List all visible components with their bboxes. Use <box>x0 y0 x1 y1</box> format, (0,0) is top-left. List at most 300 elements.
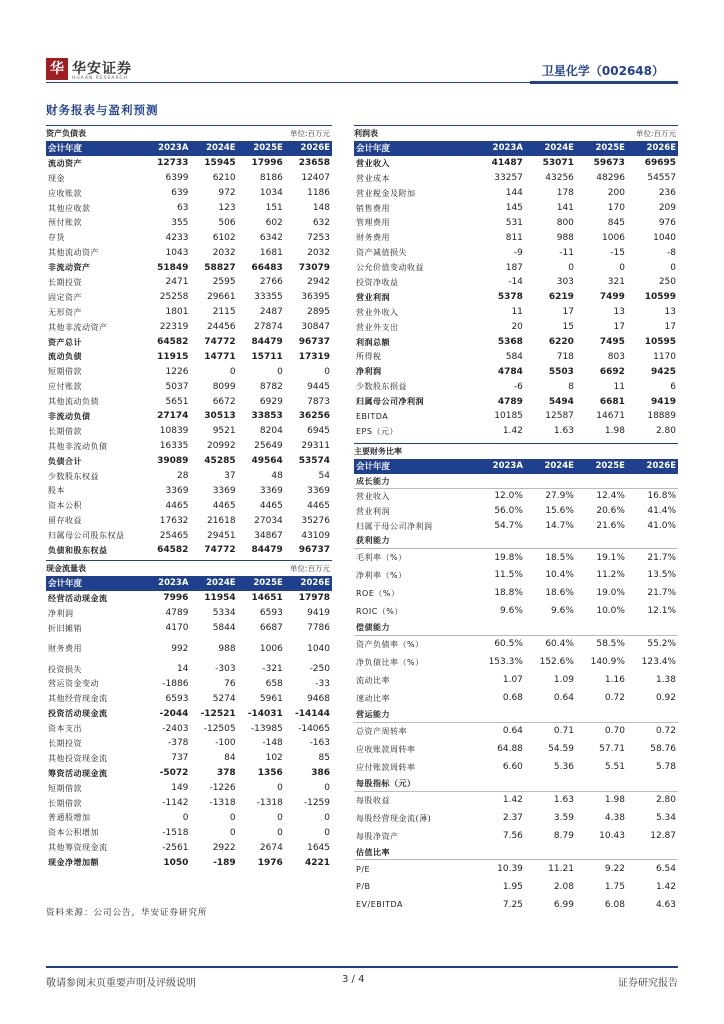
table-row <box>46 591 332 606</box>
row-value: 12.1% <box>647 606 676 617</box>
row-value: 14771 <box>204 351 236 362</box>
header-cell: 会计年度 <box>46 576 143 591</box>
row-label: 股本 <box>48 486 65 496</box>
row-value: 4784 <box>497 366 523 377</box>
row-value: 21.7% <box>647 588 676 599</box>
row-value <box>576 776 627 791</box>
row-value: 15 <box>562 322 574 333</box>
row-value: 58.76 <box>650 744 676 755</box>
table-unit: 单位:百万元 <box>289 129 330 138</box>
row-label: 总资产周转率 <box>356 726 407 736</box>
row-label: 归属母公司股东权益 <box>48 531 125 541</box>
header-accent-bar <box>530 81 678 84</box>
row-label: 应付账款周转率 <box>356 762 416 772</box>
row-value: 800 <box>556 217 574 228</box>
row-value: 2922 <box>212 842 236 853</box>
row-value: 2.37 <box>502 813 523 824</box>
row-value: 6399 <box>165 173 189 184</box>
table-row <box>46 335 332 350</box>
table-row <box>354 827 678 845</box>
row-label: 负债合计 <box>48 456 82 466</box>
row-value <box>627 776 678 791</box>
row-value: -1226 <box>209 783 236 794</box>
row-value: 5274 <box>212 693 236 704</box>
row-value: 7495 <box>599 337 625 348</box>
table-row <box>354 275 678 290</box>
table-row <box>46 230 332 245</box>
row-label: 负债和股东权益 <box>48 545 108 555</box>
row-value: 54557 <box>647 173 676 184</box>
row-value: 30513 <box>204 411 236 422</box>
row-value: 17 <box>664 322 676 333</box>
row-value: 972 <box>218 188 236 199</box>
row-value: 84 <box>224 753 236 764</box>
row-value: 6 <box>670 381 676 392</box>
row-label: 利润总额 <box>356 337 390 347</box>
row-value: -100 <box>215 738 236 749</box>
section-title: 财务报表与盈利预测 <box>46 103 159 117</box>
row-label: 速动比率 <box>356 693 390 703</box>
table-row <box>46 379 332 394</box>
row-value: 3369 <box>259 485 283 496</box>
row-value <box>525 845 576 860</box>
row-value: 45285 <box>204 456 236 467</box>
table-row <box>46 796 332 811</box>
row-value: 10.43 <box>599 831 625 842</box>
row-value: 96737 <box>298 545 330 556</box>
row-value: 1801 <box>165 307 189 318</box>
logo-icon: 华 <box>46 58 68 80</box>
row-value: 1.63 <box>553 426 574 437</box>
row-value: 1170 <box>653 351 676 362</box>
row-label: 应付账款 <box>48 382 82 392</box>
row-value: 2115 <box>212 307 236 318</box>
row-label: 销售费用 <box>356 203 390 213</box>
row-value: 11954 <box>204 593 236 604</box>
row-label: 每股指标（元） <box>354 776 474 791</box>
row-value: 378 <box>216 768 236 779</box>
row-value: 6.54 <box>655 864 676 875</box>
data-table <box>46 141 332 558</box>
row-value: 53574 <box>298 456 330 467</box>
row-value: 170 <box>607 203 625 213</box>
table-row <box>354 245 678 260</box>
row-value: 6342 <box>259 232 283 243</box>
row-value: -14031 <box>247 708 283 719</box>
row-value <box>525 707 576 722</box>
row-value: 27.9% <box>545 491 574 502</box>
data-table <box>46 576 332 870</box>
table-title: 现金流量表 <box>46 564 86 573</box>
row-value: 2032 <box>212 247 236 258</box>
row-value: 24456 <box>206 322 236 333</box>
row-value: 992 <box>171 643 189 654</box>
row-value: 386 <box>311 768 330 779</box>
table-unit: 单位:百万元 <box>289 564 330 573</box>
row-value: 811 <box>505 232 523 243</box>
page-number: 3 / 4 <box>342 974 365 985</box>
row-value: 10.4% <box>545 570 574 581</box>
row-value: 718 <box>556 351 574 362</box>
row-value: 18889 <box>647 411 676 422</box>
row-label: 长期投资 <box>48 738 82 748</box>
table-row <box>46 364 332 379</box>
row-value: 34867 <box>254 530 283 541</box>
row-label: P/B <box>356 882 371 892</box>
row-value: 21.6% <box>596 521 625 531</box>
row-value: 10.0% <box>596 606 625 617</box>
header-cell: 2024E <box>525 459 576 474</box>
row-value: 6687 <box>259 623 283 634</box>
row-value: 60.5% <box>494 639 523 650</box>
table-row <box>46 156 332 171</box>
header-cell: 2024E <box>190 576 237 591</box>
financial-ratios-table <box>354 443 678 914</box>
row-label: 每股净资产 <box>356 831 399 841</box>
table-row <box>46 260 332 275</box>
table-row <box>354 260 678 275</box>
row-value: 6593 <box>165 693 189 704</box>
row-value: 0 <box>324 783 330 794</box>
row-label: 筹资活动现金流 <box>48 768 108 778</box>
row-value: 976 <box>658 217 676 228</box>
header-cell: 会计年度 <box>354 141 474 156</box>
table-row <box>354 379 678 394</box>
row-label: 其他非流动负债 <box>48 441 108 451</box>
row-value: 209 <box>658 203 676 213</box>
row-value: 55.2% <box>647 639 676 650</box>
row-value: 0 <box>182 812 189 823</box>
row-value: -1142 <box>162 798 189 809</box>
row-value: 18.5% <box>545 552 574 563</box>
row-label: 预付账款 <box>48 218 82 228</box>
row-value: 7786 <box>307 623 330 634</box>
row-value: 7873 <box>307 396 330 407</box>
table-row <box>46 606 332 621</box>
row-value: 66483 <box>251 262 283 273</box>
row-value: 35276 <box>301 515 330 526</box>
row-value: 2674 <box>259 842 283 853</box>
row-value: 658 <box>265 678 283 689</box>
table-row <box>46 320 332 335</box>
row-label: 净利率（%） <box>356 570 407 580</box>
row-value: 149 <box>171 783 189 794</box>
row-value: 37 <box>224 471 236 482</box>
table-row <box>354 364 678 379</box>
table-row <box>46 855 332 870</box>
row-label: 其他筹资现金流 <box>48 843 108 853</box>
row-value: 6681 <box>599 396 625 407</box>
table-row <box>46 721 332 736</box>
document-title: 卫星化学（002648） <box>541 64 664 78</box>
row-label: 流动资产 <box>48 158 82 168</box>
table-row <box>46 840 332 855</box>
row-value: 8782 <box>259 381 283 392</box>
row-value: -5072 <box>159 768 189 779</box>
row-value: -2403 <box>162 723 189 734</box>
header-cell: 2026E <box>627 459 678 474</box>
row-label: 其他流动负债 <box>48 397 99 407</box>
row-value: -14 <box>508 277 523 288</box>
row-label: 投资损失 <box>48 664 82 674</box>
row-value: 64582 <box>157 545 189 556</box>
row-value: 5037 <box>165 381 189 392</box>
row-value: 151 <box>265 203 283 213</box>
row-value: 27034 <box>254 515 283 526</box>
row-label: 长期借款 <box>48 426 82 436</box>
row-label: ROIC（%） <box>356 606 403 616</box>
row-value: 19.0% <box>596 588 625 599</box>
row-value: 632 <box>312 217 330 228</box>
row-value: 39089 <box>157 456 189 467</box>
row-label: 毛利率（%） <box>356 553 407 563</box>
row-label: 营业外支出 <box>356 322 399 332</box>
row-label: 无形资产 <box>48 307 82 317</box>
header-cell: 2024E <box>190 141 237 156</box>
table-row <box>46 215 332 230</box>
row-value: 5368 <box>497 337 523 348</box>
row-value: -1518 <box>162 827 189 838</box>
row-label: 应收账款周转率 <box>356 744 416 754</box>
row-value: 6692 <box>599 366 625 377</box>
row-value: 6.99 <box>553 899 574 910</box>
table-row <box>354 878 678 896</box>
row-value: 33355 <box>254 292 283 303</box>
row-value: 0 <box>324 366 330 377</box>
row-label: 营业外收入 <box>356 307 399 317</box>
row-label: 投资净收益 <box>356 277 399 287</box>
row-value: 19.1% <box>596 552 625 563</box>
logo-name: 华安证券 <box>72 61 132 77</box>
row-value: 11 <box>511 307 523 318</box>
row-value: -12505 <box>203 723 236 734</box>
table-caption <box>354 443 678 459</box>
row-value: 145 <box>505 203 523 213</box>
row-value: 2766 <box>259 277 283 288</box>
row-label: 长期投资 <box>48 277 82 287</box>
row-label: 应收账款 <box>48 188 82 198</box>
table-row <box>354 722 678 740</box>
row-label: 长期借款 <box>48 798 82 808</box>
table-row <box>354 860 678 878</box>
table-row <box>354 791 678 809</box>
table-row <box>354 394 678 409</box>
row-value: 1681 <box>259 247 283 258</box>
row-label: 非流动负债 <box>48 411 91 421</box>
row-value: 73079 <box>298 262 330 273</box>
row-value: 1.09 <box>553 675 574 686</box>
row-value: 102 <box>265 753 283 764</box>
row-value: 96737 <box>298 337 330 348</box>
row-label: 资产减值损失 <box>356 248 407 258</box>
data-table <box>354 459 678 914</box>
row-value: 15711 <box>251 351 283 362</box>
row-value: 148 <box>312 203 330 213</box>
row-value: 1226 <box>165 366 189 377</box>
row-value <box>627 474 678 489</box>
row-value: 0 <box>277 783 283 794</box>
row-value: -12521 <box>200 708 236 719</box>
header-cell: 2026E <box>285 576 332 591</box>
row-value: 60.4% <box>545 639 574 650</box>
row-label: 投资活动现金流 <box>48 709 108 719</box>
header-cell: 2025E <box>576 459 627 474</box>
row-value: -148 <box>262 738 283 749</box>
row-value: 4789 <box>165 608 189 619</box>
row-value: 1.98 <box>604 426 625 437</box>
row-value: 17319 <box>298 351 330 362</box>
row-value: 1976 <box>257 857 283 868</box>
row-value: 76 <box>224 678 236 689</box>
row-value: 1.16 <box>604 675 625 686</box>
row-label: 固定资产 <box>48 292 82 302</box>
row-value: 9419 <box>650 396 676 407</box>
row-value: 12733 <box>157 158 189 169</box>
row-label: 归属于母公司净利润 <box>356 521 433 531</box>
table-caption <box>46 125 332 141</box>
row-value: -163 <box>309 738 330 749</box>
table-header-row <box>46 141 332 156</box>
row-value: 737 <box>171 753 189 764</box>
row-value: 74772 <box>204 545 236 556</box>
row-value: 53071 <box>542 158 574 169</box>
row-value: -15 <box>610 247 625 258</box>
table-row <box>354 689 678 707</box>
row-value: 74772 <box>204 337 236 348</box>
row-value: 3369 <box>165 485 189 496</box>
row-value: 5651 <box>165 396 189 407</box>
row-value: -321 <box>262 664 283 674</box>
table-row <box>354 896 678 914</box>
table-row <box>354 519 678 534</box>
table-row <box>354 707 678 722</box>
row-value: 123.4% <box>641 657 676 668</box>
row-value: 1043 <box>165 247 189 258</box>
row-value: 84479 <box>251 545 283 556</box>
row-value: 14.7% <box>545 521 574 531</box>
row-value: -2044 <box>159 708 189 719</box>
row-value: 0 <box>568 262 574 273</box>
row-label: 少数股东损益 <box>356 382 407 392</box>
row-value: 69695 <box>644 158 676 169</box>
table-row <box>46 439 332 454</box>
row-value: 20.6% <box>596 506 625 517</box>
row-value: 355 <box>171 217 189 228</box>
row-label: 获利能力 <box>354 533 474 548</box>
header-cell: 2026E <box>285 141 332 156</box>
row-value: -6 <box>513 381 523 392</box>
row-value: 4.38 <box>604 813 625 824</box>
row-value: -1318 <box>256 798 283 809</box>
row-label: 营业利润 <box>356 292 390 302</box>
row-value: 1006 <box>259 643 283 654</box>
table-row <box>354 201 678 216</box>
row-value: 54 <box>318 471 330 482</box>
row-value: -1318 <box>209 798 236 809</box>
row-value: 0 <box>277 366 283 377</box>
row-label: 资本支出 <box>48 724 82 734</box>
table-row <box>46 636 332 662</box>
table-row <box>46 528 332 543</box>
table-title: 资产负债表 <box>46 129 86 138</box>
row-value: 16335 <box>159 441 189 452</box>
row-value: 1.95 <box>502 881 523 892</box>
row-value: 321 <box>607 277 625 288</box>
row-value <box>576 474 627 489</box>
row-value: 1186 <box>307 188 330 199</box>
table-row <box>46 424 332 439</box>
row-value: 9.22 <box>604 864 625 875</box>
table-row <box>354 845 678 860</box>
row-value: 0 <box>229 366 236 377</box>
row-value: 14 <box>176 664 189 674</box>
row-value <box>576 533 627 548</box>
row-value <box>525 776 576 791</box>
row-value: 54.7% <box>494 521 523 531</box>
row-value: 4465 <box>307 500 330 511</box>
table-caption <box>46 560 332 576</box>
table-row <box>354 809 678 827</box>
row-value: 1040 <box>653 232 676 243</box>
footer-report-type: 证券研究报告 <box>618 978 678 989</box>
footer-divider <box>46 966 678 968</box>
row-value: 58.5% <box>596 639 625 650</box>
row-value: -303 <box>215 664 236 674</box>
row-label: 管理费用 <box>356 218 390 228</box>
row-value <box>576 620 627 635</box>
table-row <box>354 230 678 245</box>
row-value: -1886 <box>162 678 189 689</box>
row-value: 7.25 <box>502 899 523 910</box>
row-value: 17996 <box>251 158 283 169</box>
row-value: 141 <box>556 203 574 213</box>
row-value: 4221 <box>304 857 330 868</box>
row-value: 23658 <box>298 158 330 169</box>
table-row <box>354 602 678 620</box>
row-value: 1006 <box>602 232 625 243</box>
row-value: 5.36 <box>553 762 574 773</box>
row-value: 2471 <box>165 277 189 288</box>
row-value: 8.79 <box>553 831 574 842</box>
table-row <box>46 662 332 677</box>
row-value <box>525 474 576 489</box>
row-label: 营运能力 <box>354 707 474 722</box>
row-label: 其他流动资产 <box>48 248 99 258</box>
row-label: ROE（%） <box>356 588 400 598</box>
row-label: 资产总计 <box>48 337 82 347</box>
row-value: 6929 <box>259 396 283 407</box>
table-row <box>354 489 678 504</box>
row-value: 0 <box>670 262 676 273</box>
row-value: 10595 <box>644 337 676 348</box>
row-value: 15.6% <box>545 506 574 517</box>
row-value: 3369 <box>212 485 236 496</box>
table-row <box>354 584 678 602</box>
row-value: 12.0% <box>494 491 523 502</box>
row-value: 19.8% <box>494 552 523 563</box>
row-value: 12.4% <box>596 491 625 502</box>
row-value: 1.98 <box>604 795 625 806</box>
row-label: 流动比率 <box>356 675 390 685</box>
row-value: 639 <box>171 188 189 199</box>
header-cell: 2023A <box>143 141 190 156</box>
row-value <box>627 707 678 722</box>
row-value: 1356 <box>257 768 283 779</box>
row-value: 602 <box>265 217 283 228</box>
header-cell: 2025E <box>576 141 627 156</box>
row-value: 63 <box>176 203 189 213</box>
page-header <box>0 0 724 90</box>
